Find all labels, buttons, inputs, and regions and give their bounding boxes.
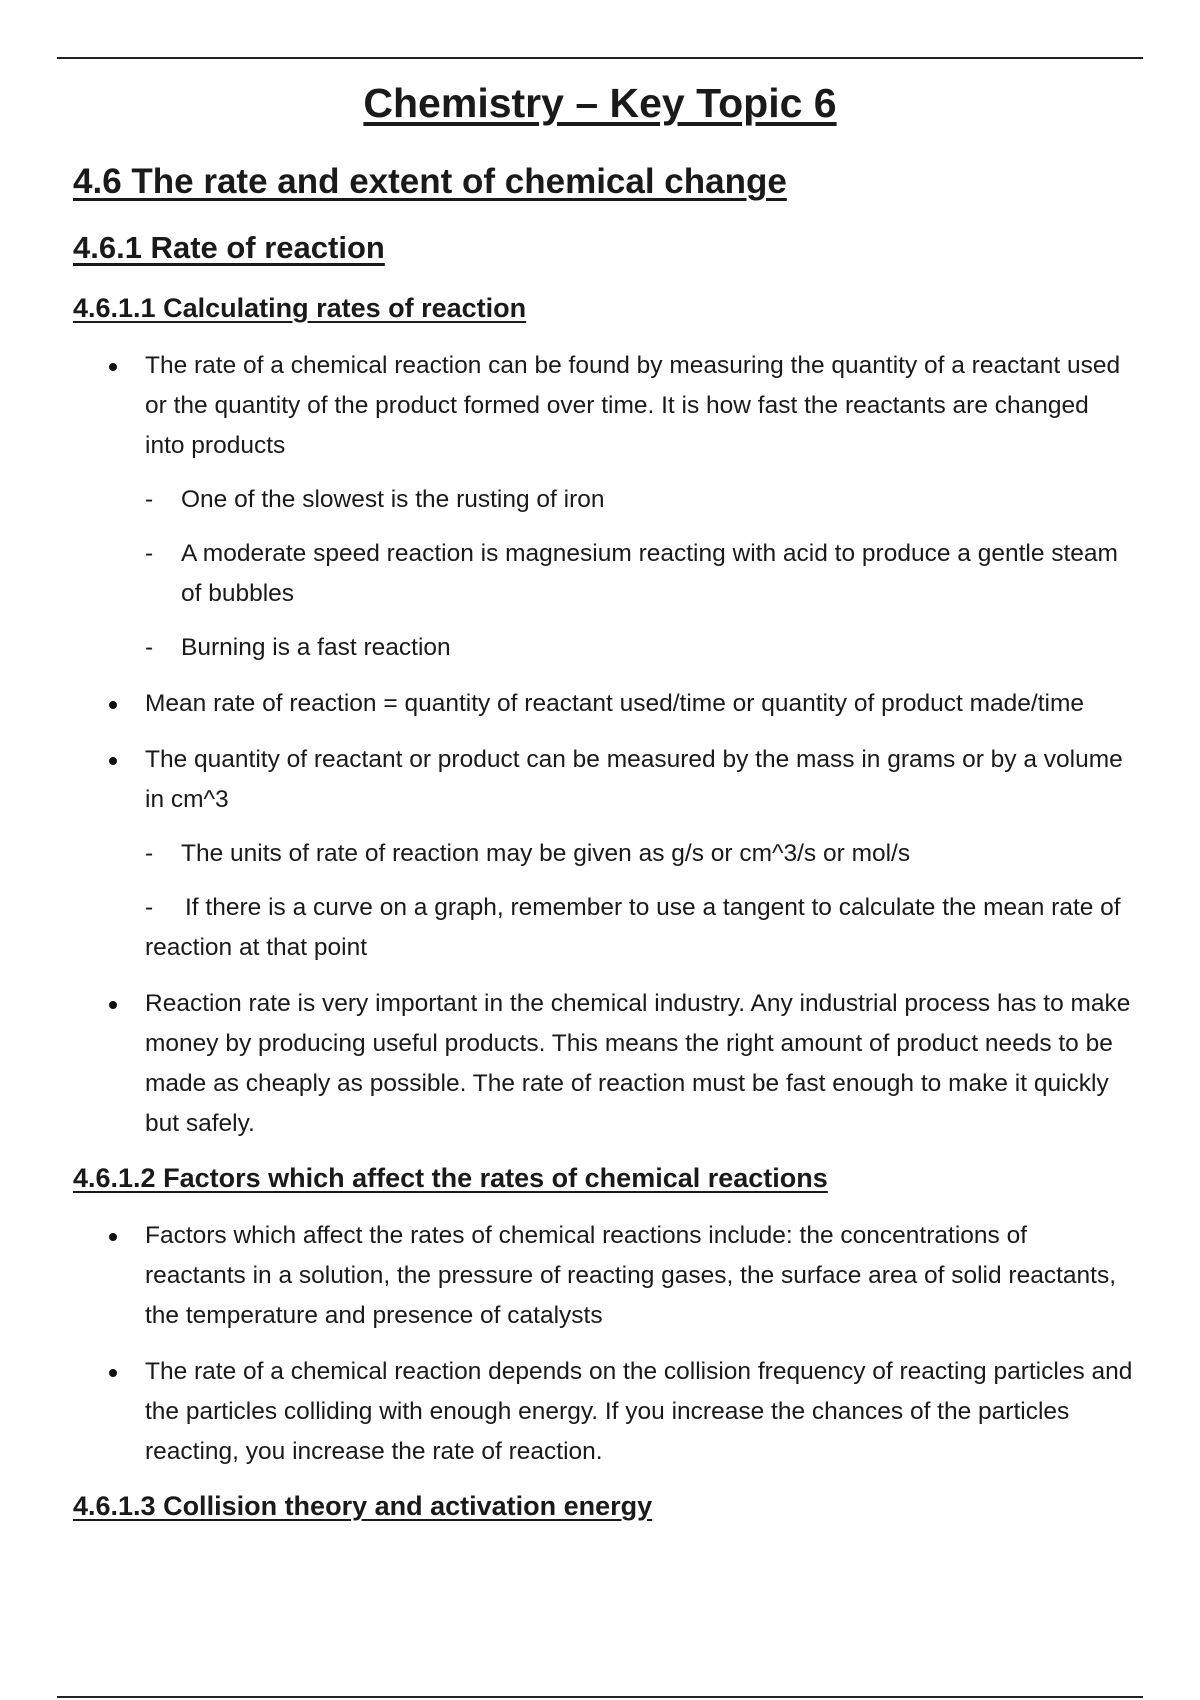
bullet-text: Factors which affect the rates of chemical reactions include: the concentrations of reactants in a solution, the pressure of reacting gases, the surface area of solid reactants, the temperature and presence of catalysts xyxy=(145,1222,1117,1329)
list-item xyxy=(73,984,1133,1144)
topic-heading-factors: 4.6.1.2 Factors which affect the rates of chemical reactions xyxy=(73,1163,828,1193)
sub-item-text: If there is a curve on a graph, remember to use a tangent to calculate the mean rate of reaction at that point xyxy=(145,894,1121,961)
topic-bullets-factors xyxy=(73,1216,1133,1472)
sub-item xyxy=(145,888,1133,968)
sub-item-text: The units of rate of reaction may be given as g/s or cm^3/s or mol/s xyxy=(181,840,911,867)
top-rule xyxy=(57,57,1143,59)
bullet-icon xyxy=(109,363,117,371)
bullet-icon xyxy=(109,1369,117,1377)
bottom-rule xyxy=(57,1696,1143,1698)
sub-item xyxy=(145,480,1133,520)
list-item xyxy=(73,346,1133,668)
dash-icon: - xyxy=(145,486,154,513)
sub-item-text: A moderate speed reaction is magnesium reacting with acid to produce a gentle steam of bubbles xyxy=(181,540,1118,607)
bullet-icon xyxy=(109,701,117,709)
sub-item-text: Burning is a fast reaction xyxy=(181,634,451,661)
topic-bullets-calculating-rates xyxy=(73,346,1133,1144)
sub-item-text: One of the slowest is the rusting of iron xyxy=(181,486,605,513)
dash-icon: - xyxy=(145,894,154,921)
list-item xyxy=(73,740,1133,968)
bullet-icon xyxy=(109,757,117,765)
bullet-text: Mean rate of reaction = quantity of reactant used/time or quantity of product made/time xyxy=(145,690,1085,717)
dash-icon: - xyxy=(145,540,154,567)
sub-item xyxy=(145,628,1133,668)
dash-icon: - xyxy=(145,840,154,867)
list-item xyxy=(73,1216,1133,1336)
bullet-icon xyxy=(109,1001,117,1009)
subsection-heading: 4.6.1 Rate of reaction xyxy=(73,230,385,265)
sub-item xyxy=(145,834,1133,874)
document-body xyxy=(73,160,1133,1544)
bullet-text: Reaction rate is very important in the chemical industry. Any industrial process has to make money by producing useful products. This means the right amount of product needs to be made as cheaply as possible. The rate of reaction must be fast enough to make it quickly but safely. xyxy=(145,990,1131,1137)
bullet-text: The quantity of reactant or product can be measured by the mass in grams or by a volume in cm^3 xyxy=(145,746,1123,813)
bullet-icon xyxy=(109,1233,117,1241)
page-title: Chemistry – Key Topic 6 xyxy=(363,80,837,126)
bullet-text: The rate of a chemical reaction depends on the collision frequency of reacting particles and the particles colliding with enough energy. If you increase the chances of the particles reacting, you increase the rate of reaction. xyxy=(145,1358,1133,1465)
topic-heading-collision-theory: 4.6.1.3 Collision theory and activation energy xyxy=(73,1491,653,1521)
topic-heading-calculating-rates: 4.6.1.1 Calculating rates of reaction xyxy=(73,293,527,323)
dash-icon: - xyxy=(145,634,154,661)
sub-item xyxy=(145,534,1133,614)
section-heading: 4.6 The rate and extent of chemical change xyxy=(73,162,787,201)
list-item xyxy=(73,684,1133,724)
list-item xyxy=(73,1352,1133,1472)
bullet-text: The rate of a chemical reaction can be found by measuring the quantity of a reactant used or the quantity of the product formed over time. It is how fast the reactants are changed into products xyxy=(145,352,1121,459)
